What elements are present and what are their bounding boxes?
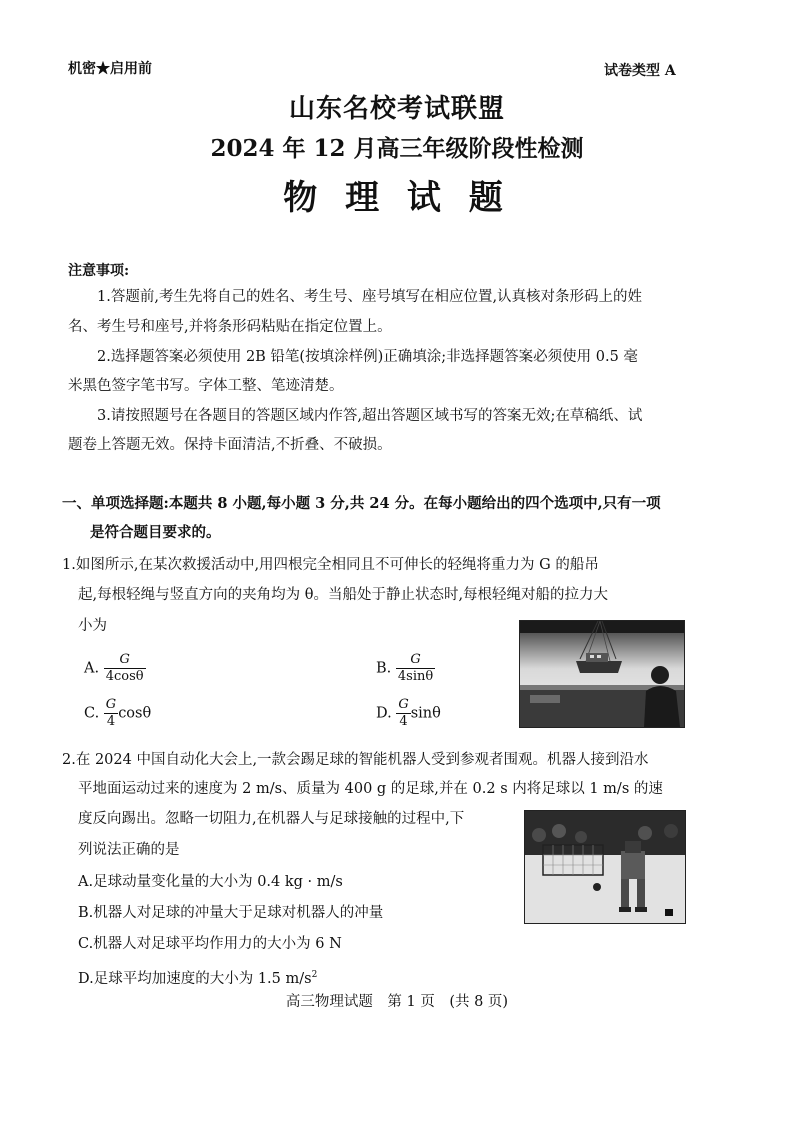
q1-option-c-label: C. [84, 705, 100, 722]
q2-robot-photo [524, 810, 686, 924]
q1-option-a-denominator: 4cosθ [105, 669, 144, 684]
q2-option-b: B.机器人对足球的冲量大于足球对机器人的冲量 [78, 905, 384, 921]
confidential-label: 机密★启用前 [68, 61, 152, 77]
q1-option-a [84, 652, 146, 685]
q1-option-b-label: B. [376, 660, 392, 677]
q1-option-d-denominator: 4 [399, 714, 408, 729]
q1-line-1: 1.如图所示,在某次救援活动中,用四根完全相同且不可伸长的轻绳将重力为 G 的船吊 [62, 557, 599, 573]
page-footer: 高三物理试题 第 1 页 (共 8 页) [285, 994, 509, 1010]
q1-option-d-numerator: G [398, 697, 409, 712]
q2-line-3: 度反向踢出。忽略一切阻力,在机器人与足球接触的过程中,下 [78, 811, 465, 827]
q1-option-b-denominator: 4sinθ [397, 669, 434, 684]
notice-item-2-line-1: 2.选择题答案必须使用 2B 铅笔(按填涂样例)正确填涂;非选择题答案必须使用 0.5 毫 [97, 349, 638, 365]
q2-option-a: A.足球动量变化量的大小为 0.4 kg · m/s [78, 874, 343, 890]
q2-option-c: C.机器人对足球平均作用力的大小为 6 N [78, 936, 342, 952]
q1-rescue-illustration [520, 621, 684, 727]
section-1-heading-line-1: 一、单项选择题:本题共 8 小题,每小题 3 分,共 24 分。在每小题给出的四个选项中,只有一项 [62, 495, 661, 512]
notice-heading: 注意事项: [68, 263, 130, 279]
q1-rescue-photo [519, 620, 685, 728]
q1-option-b-fraction [396, 652, 435, 685]
section-1-heading-line-2: 是符合题目要求的。 [90, 524, 221, 541]
q2-robot-illustration [525, 811, 685, 923]
q1-option-b [376, 652, 435, 685]
org-title: 山东名校考试联盟 [288, 94, 505, 124]
paper-type-label: 试卷类型 A [604, 63, 676, 79]
q1-option-a-fraction [104, 652, 146, 685]
q2-option-d [78, 966, 317, 988]
q1-option-c-denominator: 4 [106, 714, 116, 729]
q1-line-3: 小为 [78, 618, 107, 634]
q2-option-d-text: D.足球平均加速度的大小为 1.5 m/s [78, 970, 312, 987]
q1-option-b-numerator: G [396, 652, 435, 669]
notice-item-3-line-1: 3.请按照题号在各题目的答题区域内作答,超出答题区域书写的答案无效;在草稿纸、试 [97, 408, 643, 424]
q1-option-d-fraction [396, 697, 410, 730]
q1-line-2: 起,每根轻绳与竖直方向的夹角均为 θ。当船处于静止状态时,每根轻绳对船的拉力大 [78, 587, 609, 603]
q1-option-d-tail: sinθ [410, 705, 441, 722]
q2-line-4: 列说法正确的是 [78, 842, 180, 858]
q2-option-d-superscript: 2 [311, 970, 318, 980]
q1-option-d [376, 697, 441, 730]
notice-item-2-line-2: 米黑色签字笔书写。字体工整、笔迹清楚。 [68, 378, 344, 394]
subject-title: 物 理 试 题 [283, 178, 511, 218]
notice-item-1-line-1: 1.答题前,考生先将自己的姓名、考生号、座号填写在相应位置,认真核对条形码上的姓 [97, 289, 643, 305]
q1-option-c [84, 697, 151, 730]
q1-option-a-label: A. [84, 660, 100, 677]
notice-item-1-line-2: 名、考生号和座号,并将条形码粘贴在指定位置上。 [68, 319, 392, 335]
exam-title: 2024 年 12 月高三年级阶段性检测 [210, 135, 584, 162]
q1-option-a-numerator: G [104, 652, 146, 669]
q2-line-1: 2.在 2024 中国自动化大会上,一款会踢足球的智能机器人受到参观者围观。机器人接到沿水 [62, 752, 649, 768]
q1-option-d-label: D. [376, 705, 392, 722]
q1-option-c-tail: cosθ [118, 705, 152, 722]
q1-option-c-fraction [104, 697, 118, 730]
notice-item-3-line-2: 题卷上答题无效。保持卡面清洁,不折叠、不破损。 [68, 437, 392, 453]
q2-line-2: 平地面运动过来的速度为 2 m/s、质量为 400 g 的足球,并在 0.2 s 内将足球以 1 m/s 的速 [78, 781, 663, 797]
q1-option-c-numerator: G [105, 697, 117, 712]
